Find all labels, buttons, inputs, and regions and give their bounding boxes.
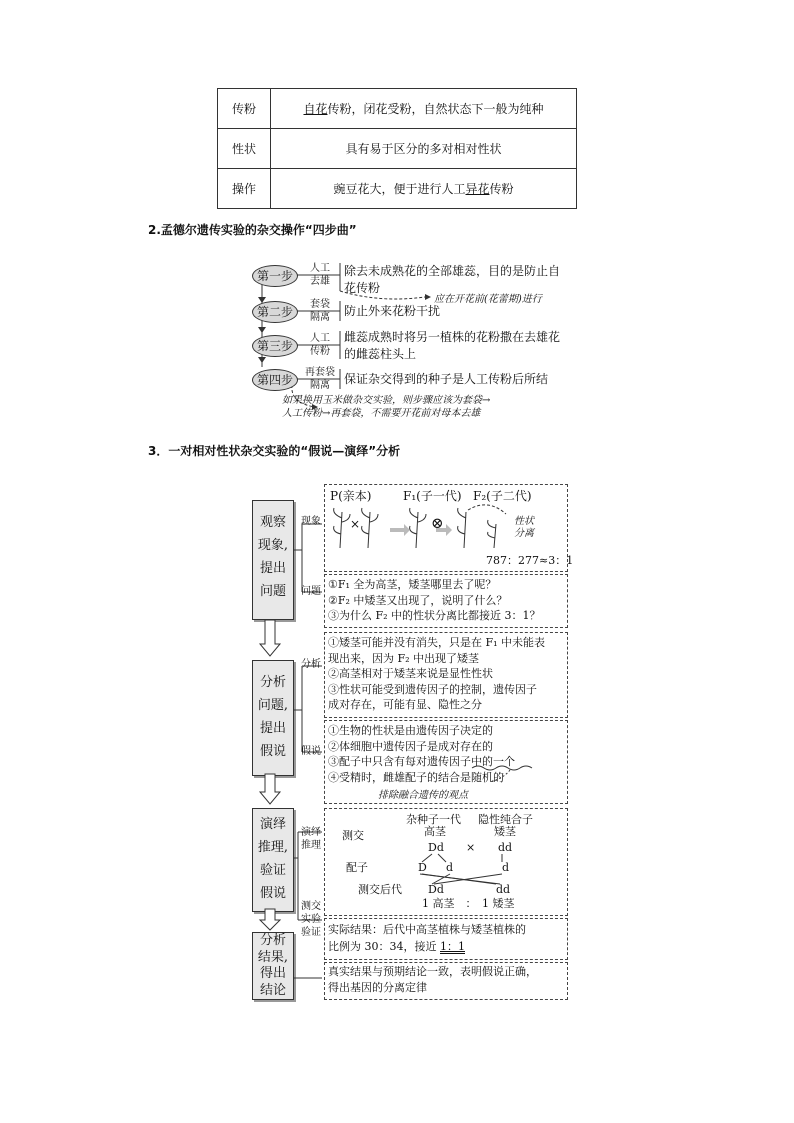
gamete: d — [502, 861, 510, 874]
step-label: 人工 去雄 — [310, 263, 330, 287]
analysis-list: ①矮茎可能并没有消失，只是在 F₁ 中未能表 现出来，因为 F₂ 中出现了矮茎 ②高茎相对于矮茎来说是显性性状 ③性状可能受到遗传因子的控制，遗传因子 成对存在，可能有显、隐性之分 — [328, 636, 546, 711]
test-cross-result: 1 高茎 ： 1 矮茎 — [422, 897, 515, 910]
down-arrow-icon — [258, 618, 282, 658]
row-key: 性状 — [218, 129, 271, 169]
step-description: 防止外来花粉干扰 — [344, 304, 441, 318]
verify-text: 实际结果：后代中高茎植株与矮茎植株的 比例为 30：34，接近 1：1 — [328, 923, 526, 953]
observed-ratio: 787：277≈3：1 — [486, 554, 574, 567]
stage-label: 问题 — [301, 586, 321, 597]
stage-box-hypothesis: 分析 问题, 提出 假说 — [252, 660, 294, 776]
row-label: 测交后代 — [358, 883, 402, 896]
hypothesis-list: ①生物的性状是由遗传因子决定的 ②体细胞中遗传因子是成对存在的 ③配子中只含有每对遗传因子中的一个 ④受精时，雌雄配子的结合是随机的 — [328, 724, 515, 784]
down-arrow-icon — [258, 908, 282, 932]
header-f1: F₁(子一代) — [403, 489, 462, 503]
phenotype-label: 高茎 — [424, 825, 446, 838]
col-header: 杂种子一代 — [406, 813, 461, 826]
stage-label: 现象 — [301, 516, 321, 527]
conclusion-text: 真实结果与预期结论一致，表明假说正确， 得出基因的分离定律 — [328, 965, 537, 994]
handwritten-note: 性状 分离 — [514, 516, 534, 539]
pea-properties-table — [217, 88, 577, 209]
stage-label: 假说 — [301, 746, 321, 757]
step-description: 保证杂交得到的种子是人工传粉后所结 — [344, 372, 549, 386]
table-row — [218, 169, 577, 209]
handwritten-note: 排除融合遗传的观点 — [378, 790, 468, 801]
header-p: P(亲本) — [330, 489, 372, 503]
row-value: 自花传粉，闭花受粉，自然状态下一般为纯种 — [271, 89, 577, 129]
row-value: 豌豆花大，便于进行人工异花传粉 — [271, 169, 577, 209]
row-value: 具有易于区分的多对相对性状 — [271, 129, 577, 169]
wavy-underline — [470, 764, 550, 786]
section3-title: 3．一对相对性状杂交实验的“假说—演绎”分析 — [148, 444, 401, 458]
handwritten-note: 应在开花前(花蕾期)进行 — [434, 294, 542, 305]
cross-symbol: × — [466, 841, 476, 854]
question-list: ①F₁ 全为高茎，矮茎哪里去了呢？ ②F₂ 中矮茎又出现了，说明了什么？ ③为什么 F₂ 中的性状分离比都接近 3：1？ — [328, 578, 541, 622]
step-oval: 第二步 — [252, 301, 298, 323]
step-oval: 第三步 — [252, 335, 298, 357]
step-oval: 第四步 — [252, 369, 298, 391]
cross-symbol: × — [350, 517, 361, 531]
genotype: Dd — [428, 883, 444, 896]
stage-box-observe: 观察 现象, 提出 问题 — [252, 500, 294, 620]
step-label: 人工 传粉 — [310, 333, 330, 357]
row-label: 配子 — [346, 861, 368, 874]
stage-box-deduce: 演绎 推理, 验证 假说 — [252, 808, 294, 912]
step-label: 再套袋 隔离 — [305, 367, 335, 391]
gamete: d — [446, 861, 454, 874]
table-row — [218, 89, 577, 129]
stage-label: 分析 — [301, 659, 321, 670]
stage-label: 演绎 推理 — [301, 827, 321, 851]
row-key: 操作 — [218, 169, 271, 209]
stage-label: 测交 实验 验证 — [301, 901, 321, 938]
phenotype-label: 矮茎 — [494, 825, 516, 838]
genotype: Dd — [428, 841, 444, 854]
genotype: dd — [496, 883, 511, 896]
row-label: 测交 — [342, 829, 364, 842]
step-description: 雌蕊成熟时将另一植株的花粉撒在去雄花 的雌蕊柱头上 — [344, 330, 561, 361]
gamete: D — [418, 861, 427, 874]
stage-box-conclusion: 分析 结果, 得出 结论 — [252, 932, 294, 1000]
step-label: 套袋 隔离 — [310, 299, 330, 323]
cross-lines — [410, 852, 520, 886]
genotype: dd — [498, 841, 513, 854]
header-f2: F₂(子二代) — [473, 489, 532, 503]
step-oval: 第一步 — [252, 265, 298, 287]
down-arrow-icon — [258, 772, 282, 806]
section2-title: 2.孟德尔遗传实验的杂交操作“四步曲” — [148, 223, 357, 237]
step-description: 除去未成熟花的全部雄蕊，目的是防止自 花传粉 — [344, 264, 561, 295]
row-key: 传粉 — [218, 89, 271, 129]
col-header: 隐性纯合子 — [478, 813, 533, 826]
table-row — [218, 129, 577, 169]
handwritten-note: 如果换用玉米做杂交实验，则步骤应该为套袋→ 人工传粉→再套袋，不需要开花前对母本去雄 — [282, 395, 491, 419]
self-cross-symbol: ⊗ — [431, 514, 444, 532]
